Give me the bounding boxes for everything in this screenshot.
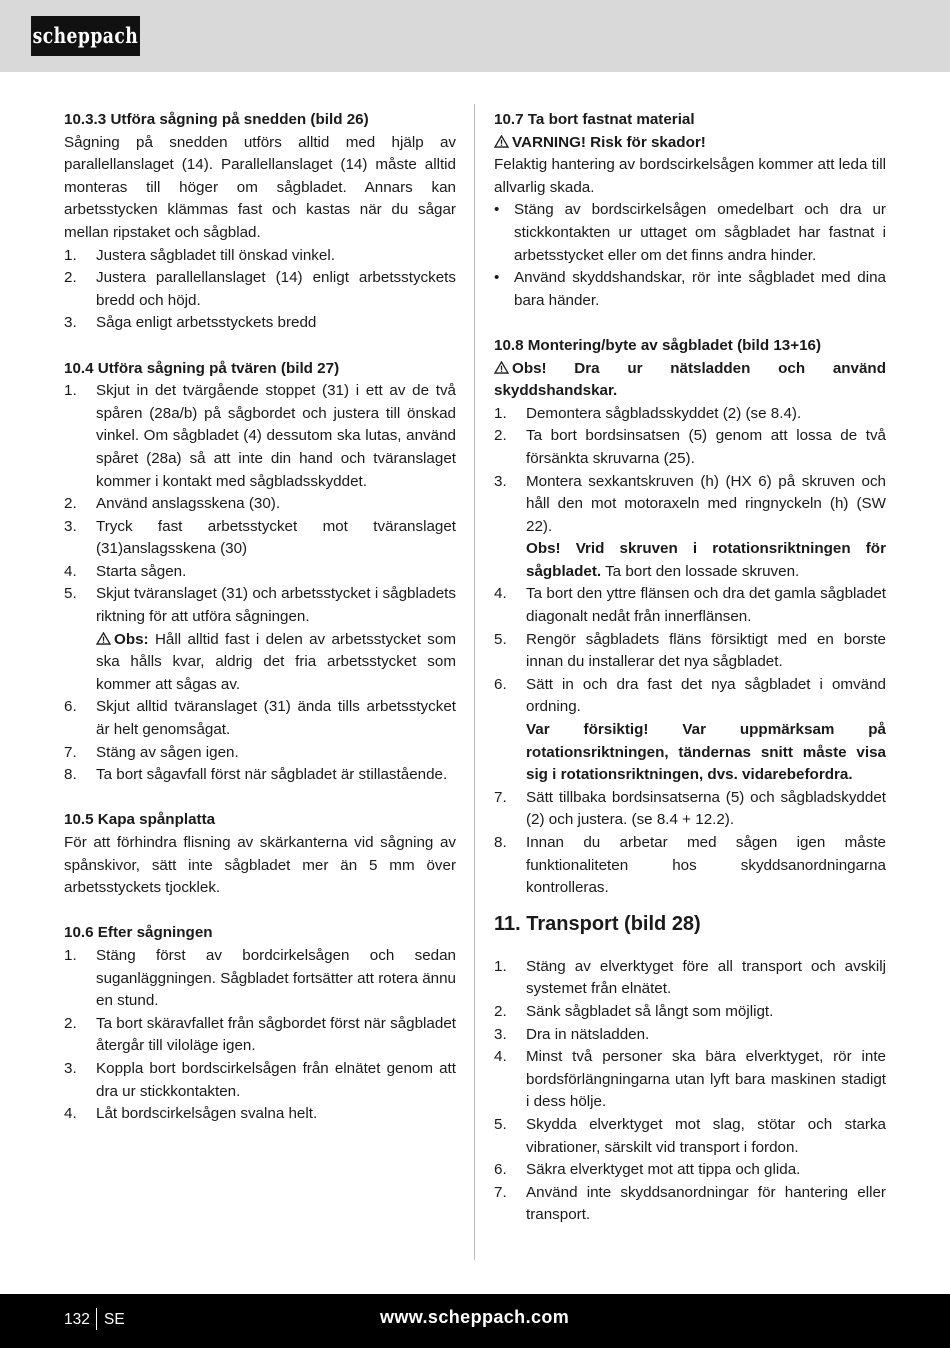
item-number: 3. (64, 517, 77, 535)
list-item (494, 787, 886, 832)
item-text: Rengör sågbladets fläns försiktigt med en borste innan du installerar det nya sågbladet. (526, 630, 886, 671)
item-number: 1. (64, 382, 77, 400)
list-item (64, 945, 456, 1013)
item-text: Minst två personer ska bära elverktyget, rör inte bordsförlängningarna utan lyft bara maskinen stadigt i dess hölje. (526, 1048, 886, 1111)
item-number: 7. (494, 788, 507, 806)
item-text: Stäng av elverktyget före all transport och avskilj systemet från elnätet. (526, 957, 886, 998)
list-item (64, 245, 456, 268)
list-item (494, 1159, 886, 1182)
section-title-11: 11. Transport (bild 28) (494, 912, 701, 935)
list-item (64, 1013, 456, 1058)
item-text: Demontera sågbladsskyddet (2) (se 8.4). (526, 404, 802, 422)
warning-text: VARNING! Risk för skador! (512, 133, 706, 151)
page-footer (0, 1294, 950, 1348)
item-number: 6. (494, 675, 507, 693)
page-number: 132 (64, 1311, 90, 1328)
bullet-mark: • (494, 269, 500, 287)
section-title-10-5: 10.5 Kapa spånplatta (64, 811, 216, 829)
list-item (64, 561, 456, 584)
item-text: Starta sågen. (96, 562, 187, 580)
item-text: Låt bordscirkelsågen svalna helt. (96, 1105, 318, 1123)
item-text: Stäng först av bordcirkelsågen och sedan suganläggningen. Sågbladet fortsätter att rotera ännu en stund. (96, 946, 456, 1010)
item-text: Skjut in det tvärgående stoppet (31) i ett av de två spåren (28a/b) på sågbordet och justera till önskad vinkel. Om sågbladet (4) dessutom ska lutas, använd spåret (28a) så att inte din hand och tväranslaget kommer i kontakt med sågbladsskyddet. (96, 382, 456, 490)
warning-triangle-icon (494, 361, 509, 374)
brand-logo (31, 16, 140, 56)
item-text: Skjut alltid tväranslaget (31) ända tills arbetsstycket är helt genomsågat. (96, 698, 456, 739)
item-text: Såga enligt arbetsstyckets bredd (96, 314, 317, 332)
item-text: Koppla bort bordscirkelsågen från elnätet genom att dra ur stickkontakten. (96, 1059, 456, 1100)
list-item (64, 380, 456, 493)
list-item (494, 583, 886, 628)
numbered-list (494, 956, 886, 1227)
note-bold: Var försiktig! Var uppmärksam på rotationsriktningen, tändernas snitt måste visa sig i rotationsriktningen, dvs. vidarebefordra. (526, 721, 886, 784)
item-text: Ta bort sågavfall först när sågbladet är stillastående. (96, 766, 448, 784)
logo-text: scheppach (32, 22, 139, 48)
item-text: Ta bort bordsinsatsen (5) genom att lossa de två försänkta skruvarna (25). (526, 427, 886, 467)
item-text: Använd anslagsskena (30). (96, 495, 281, 513)
section-title-10-7: 10.7 Ta bort fastnat material (494, 111, 695, 128)
list-item (64, 493, 456, 516)
item-number: 1. (494, 957, 507, 975)
list-item (64, 764, 456, 787)
item-number: 6. (494, 1161, 507, 1179)
bullet-mark: • (494, 201, 500, 219)
list-item (494, 1001, 886, 1024)
item-number: 5. (494, 630, 507, 648)
item-text: Innan du arbetar med sågen igen måste funktionaliteten hos skyddsanordningarna kontrolleras. (526, 834, 886, 897)
item-text: Sätt tillbaka bordsinsatserna (5) och sågbladskyddet (2) och justera. (se 8.4 + 12.2). (526, 788, 886, 829)
item-number: 3. (494, 472, 507, 490)
warning-line (494, 358, 886, 403)
item-number: 2. (64, 495, 77, 513)
item-number: 4. (64, 1105, 77, 1123)
item-number: 4. (494, 1048, 507, 1066)
note-bold: Obs! Vrid skruven i rotationsriktningen för sågbladet. (526, 540, 886, 580)
left-column (64, 109, 456, 1126)
item-text: Justera parallellanslaget (14) enligt arbetsstyckets bredd och höjd. (96, 269, 456, 309)
item-number: 6. (64, 698, 77, 716)
list-item (64, 516, 456, 561)
item-number: 7. (64, 743, 77, 761)
right-column (494, 109, 886, 1227)
numbered-list (64, 945, 456, 1126)
item-number: 2. (494, 427, 507, 445)
item-text: Dra in nätsladden. (526, 1025, 650, 1043)
list-item (494, 1046, 886, 1114)
item-number: 2. (494, 1002, 507, 1020)
obs-text: Håll alltid fast i delen av arbetsstycket som ska hålls kvar, aldrig det fria arbetsstycket som kommer att sågas av. (96, 630, 456, 693)
website-link[interactable]: www.scheppach.com (380, 1307, 570, 1327)
list-item (494, 1024, 886, 1047)
item-number: 2. (64, 269, 77, 287)
bullet-text: Använd skyddshandskar, rör inte sågbladet med dina bara händer. (514, 269, 886, 309)
list-item (64, 1103, 456, 1126)
item-text: Använd inte skyddsanordningar för hantering eller transport. (526, 1183, 886, 1224)
item-note (526, 719, 886, 787)
bullet-text: Stäng av bordscirkelsågen omedelbart och dra ur stickkontakten ur uttaget om sågbladet har fastnat i arbetsstycket eller om det finns andra hinder. (514, 201, 886, 264)
item-number: 8. (64, 766, 77, 784)
section-title-10-8: 10.8 Montering/byte av sågbladet (bild 13+16) (494, 336, 822, 354)
list-item (494, 425, 886, 470)
item-number: 5. (64, 585, 77, 603)
item-number: 3. (64, 1059, 77, 1077)
obs-note (96, 629, 456, 697)
list-item (494, 674, 886, 787)
item-text: Skjut tväranslaget (31) och arbetsstycket i sågbladets riktning för att utföra sågningen. (96, 585, 456, 626)
obs-label: Obs: (114, 630, 149, 648)
numbered-list (64, 245, 456, 335)
item-number: 8. (494, 834, 507, 851)
section-title-10-3-3: 10.3.3 Utföra sågning på snedden (bild 26) (64, 111, 369, 128)
item-text: Sänk sågbladet så långt som möjligt. (526, 1002, 774, 1020)
item-text: Justera sågbladet till önskad vinkel. (96, 246, 335, 264)
item-text: Säkra elverktyget mot att tippa och glida. (526, 1161, 801, 1179)
section-paragraph: Sågning på snedden utförs alltid med hjälp av parallellanslaget (14). Parallellanslaget (14) måste alltid monteras till höger om sågbladet. Annars kan arbetsstycken klämmas fast och kastas när du sågar mellan ripstaket och sågblad. (64, 133, 456, 241)
item-number: 3. (494, 1025, 507, 1043)
footer-separator (96, 1308, 97, 1330)
list-item (64, 583, 456, 696)
warning-line (494, 132, 886, 155)
item-number: 4. (64, 562, 77, 580)
note-text: Ta bort den lossade skruven. (601, 562, 800, 580)
item-number: 1. (494, 404, 507, 422)
item-number: 7. (494, 1183, 507, 1201)
list-item (64, 742, 456, 765)
item-number: 3. (64, 314, 77, 332)
item-text: Stäng av sågen igen. (96, 743, 239, 761)
item-number: 5. (494, 1115, 507, 1133)
list-item (494, 1182, 886, 1227)
column-divider (474, 104, 475, 1260)
numbered-list (494, 403, 886, 900)
item-note (526, 538, 886, 583)
list-item (494, 832, 886, 900)
item-text: Sätt in och dra fast det nya sågbladet i omvänd ordning. (526, 675, 886, 716)
item-text: Montera sexkantskruven (h) (HX 6) på skruven och håll den mot motoraxeln med ringnyckeln (h) (SW 22). (526, 472, 886, 535)
bullet-item (494, 199, 886, 267)
section-title-10-4: 10.4 Utföra sågning på tvären (bild 27) (64, 359, 340, 377)
item-number: 4. (494, 585, 507, 603)
item-number: 1. (64, 946, 77, 964)
item-number: 2. (64, 1014, 77, 1032)
bullet-item (494, 267, 886, 312)
section-title-10-6: 10.6 Efter sågningen (64, 924, 213, 942)
list-item (64, 1058, 456, 1103)
item-number: 1. (64, 246, 77, 264)
list-item (64, 696, 456, 741)
numbered-list (64, 380, 456, 787)
section-paragraph: Felaktig hantering av bordscirkelsågen kommer att leda till allvarlig skada. (494, 156, 886, 196)
item-text: Ta bort den yttre flänsen och dra det gamla sågbladet diagonalt nedåt från innerflänsen. (526, 585, 886, 626)
item-text: Tryck fast arbetsstycket mot tväranslaget (31)anslagsskena (30) (96, 517, 456, 558)
language-code: SE (104, 1311, 125, 1328)
list-item (494, 629, 886, 674)
warning-triangle-icon (96, 632, 111, 645)
list-item (64, 267, 456, 312)
section-paragraph: För att förhindra flisning av skärkanterna vid sågning av spånskivor, sätt inte sågbladet mer än 5 mm över arbetsstyckets tjocklek. (64, 834, 456, 897)
list-item (494, 956, 886, 1001)
item-text: Skydda elverktyget mot slag, stötar och starka vibrationer, särskilt vid transport i fordon. (526, 1115, 886, 1156)
warning-text: Obs! Dra ur nätsladden och använd skyddshandskar. (494, 359, 886, 400)
list-item (494, 471, 886, 584)
list-item (494, 403, 886, 426)
item-text: Ta bort skäravfallet från sågbordet först när sågbladet återgår till viloläge igen. (96, 1014, 456, 1055)
page-header (0, 0, 950, 72)
list-item (494, 1114, 886, 1159)
bullet-list (494, 199, 886, 312)
list-item (64, 312, 456, 335)
warning-triangle-icon (494, 135, 509, 148)
